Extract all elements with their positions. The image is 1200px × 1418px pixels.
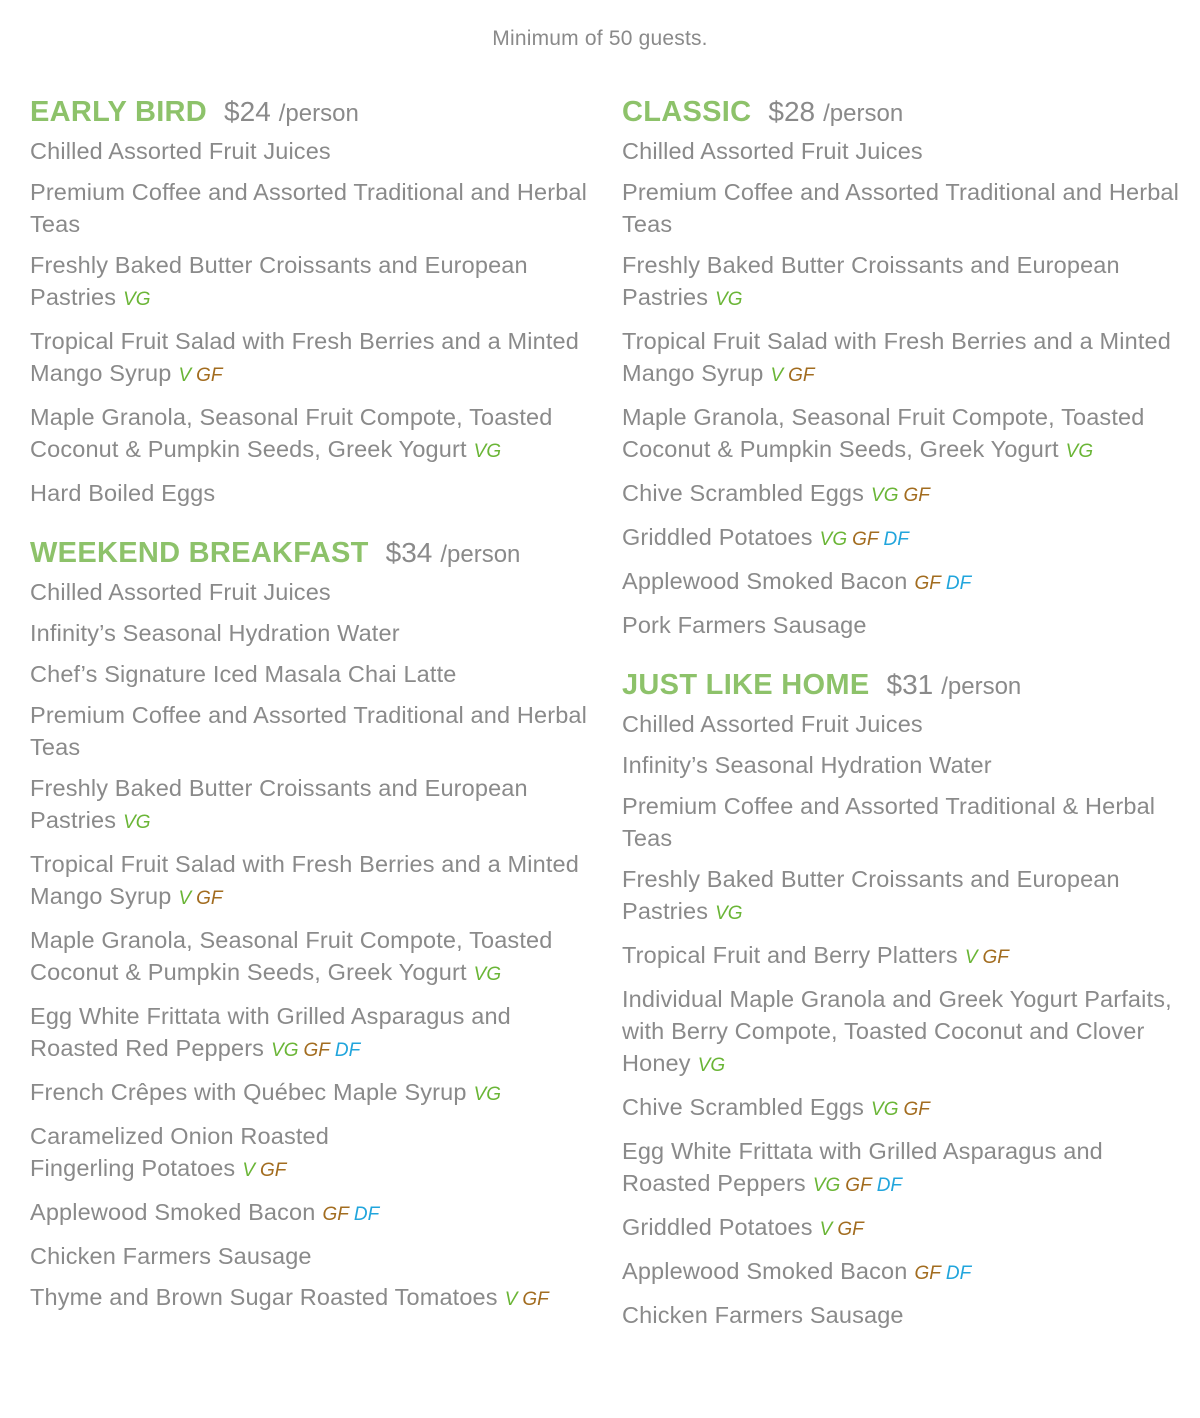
- menu-item: [30, 699, 590, 763]
- menu-item-text: Premium Coffee and Assorted Traditional & Herbal Teas: [622, 793, 1156, 851]
- menu-item-text: Griddled Potatoes: [622, 1214, 813, 1240]
- dietary-tag-v: V: [819, 1219, 833, 1240]
- dietary-tag-gf: GF: [982, 947, 1009, 968]
- menu-item-text: Individual Maple Granola and Greek Yogurt Parfaits, with Berry Compote, Toasted Coconut and Clover Honey: [622, 986, 1172, 1076]
- menu-item: [30, 1000, 590, 1067]
- dietary-tag-gf: GF: [322, 1204, 349, 1225]
- menu-item: [30, 848, 590, 915]
- dietary-tag-df: DF: [945, 1263, 972, 1284]
- menu-item-text: Pork Farmers Sausage: [622, 612, 867, 638]
- dietary-tag-vg: VG: [271, 1040, 299, 1061]
- menu-item-text: Freshly Baked Butter Croissants and European Pastries: [622, 866, 1120, 924]
- menu-per-person: /person: [440, 541, 521, 568]
- menu-item-text: Tropical Fruit and Berry Platters: [622, 942, 958, 968]
- menu-item-text: Hard Boiled Eggs: [30, 480, 216, 506]
- menu-item-text: Infinity’s Seasonal Hydration Water: [622, 752, 992, 778]
- menu-item-text: French Crêpes with Québec Maple Syrup: [30, 1079, 467, 1105]
- menu-item: [622, 325, 1182, 392]
- menu-item-text: Griddled Potatoes: [622, 524, 813, 550]
- menu-per-person: /person: [823, 100, 904, 127]
- menu-heading: [30, 537, 590, 570]
- menu-heading: [622, 96, 1182, 129]
- menu-column-left: [30, 96, 590, 1344]
- menu-just-like-home: [622, 669, 1182, 1331]
- menu-item-text: Freshly Baked Butter Croissants and European Pastries: [30, 252, 528, 310]
- dietary-tag-gf: GF: [852, 529, 879, 550]
- menu-item-text: Chilled Assorted Fruit Juices: [30, 138, 331, 164]
- dietary-tag-df: DF: [945, 573, 972, 594]
- menu-heading: [622, 669, 1182, 702]
- menu-item: [622, 1091, 1182, 1126]
- menu-column-right: [622, 96, 1182, 1359]
- menu-heading: [30, 96, 590, 129]
- menu-item: [622, 1211, 1182, 1246]
- menu-item: [30, 576, 590, 608]
- menu-item-text: Premium Coffee and Assorted Traditional and Herbal Teas: [30, 179, 588, 237]
- menu-item-text: Freshly Baked Butter Croissants and European Pastries: [622, 252, 1120, 310]
- dietary-tag-gf: GF: [303, 1040, 330, 1061]
- menu-item: [622, 790, 1182, 854]
- menu-item-text: Premium Coffee and Assorted Traditional and Herbal Teas: [622, 179, 1180, 237]
- menu-item-text: Chilled Assorted Fruit Juices: [622, 711, 923, 737]
- menu-item-text: Freshly Baked Butter Croissants and European Pastries: [30, 775, 528, 833]
- dietary-tag-gf: GF: [903, 1099, 930, 1120]
- dietary-tag-vg: VG: [871, 485, 899, 506]
- dietary-tag-gf: GF: [903, 485, 930, 506]
- menu-item-text: Chive Scrambled Eggs: [622, 480, 865, 506]
- dietary-tag-vg: VG: [123, 289, 151, 310]
- menu-title: EARLY BIRD: [30, 96, 208, 128]
- dietary-tag-gf: GF: [196, 888, 223, 909]
- menu-item-text: Applewood Smoked Bacon: [622, 1258, 908, 1284]
- menu-item: [622, 135, 1182, 167]
- dietary-tag-vg: VG: [473, 1084, 502, 1105]
- menu-title: JUST LIKE HOME: [622, 669, 870, 701]
- menu-item-text: Thyme and Brown Sugar Roasted Tomatoes: [30, 1284, 498, 1310]
- menu-item-text: Chilled Assorted Fruit Juices: [622, 138, 923, 164]
- menu-item: [30, 1120, 590, 1187]
- menu-item: [622, 521, 1182, 556]
- menu-price: $31: [886, 669, 934, 700]
- menu-price: $34: [385, 537, 433, 568]
- dietary-tag-vg: VG: [697, 1055, 726, 1076]
- menu-classic: [622, 96, 1182, 641]
- menu-item: [622, 708, 1182, 740]
- menu-per-person: /person: [941, 673, 1022, 700]
- dietary-tag-vg: VG: [473, 964, 502, 985]
- menu-item-list: [622, 708, 1182, 1331]
- menu-item: [622, 749, 1182, 781]
- menu-item-text: Chicken Farmers Sausage: [622, 1302, 904, 1328]
- menu-item: [30, 401, 590, 468]
- menu-item: [30, 249, 590, 316]
- menu-item: [30, 135, 590, 167]
- menu-item: [622, 477, 1182, 512]
- menu-item: [622, 939, 1182, 974]
- dietary-tag-gf: GF: [837, 1219, 864, 1240]
- dietary-tag-gf: GF: [788, 365, 815, 386]
- menu-item: [30, 477, 590, 509]
- menu-item: [30, 1281, 590, 1316]
- menu-item-list: [622, 135, 1182, 641]
- menu-item-text: Applewood Smoked Bacon: [30, 1199, 316, 1225]
- dietary-tag-v: V: [770, 365, 784, 386]
- dietary-tag-vg: VG: [812, 1175, 841, 1196]
- menu-item-text: Infinity’s Seasonal Hydration Water: [30, 620, 400, 646]
- menu-item-text: Maple Granola, Seasonal Fruit Compote, Toasted Coconut & Pumpkin Seeds, Greek Yogurt: [622, 404, 1145, 462]
- menu-item: [622, 863, 1182, 930]
- dietary-tag-vg: VG: [871, 1099, 899, 1120]
- dietary-tag-gf: GF: [845, 1175, 872, 1196]
- menu-item-text: Chef’s Signature Iced Masala Chai Latte: [30, 661, 457, 687]
- dietary-tag-vg: VG: [473, 441, 502, 462]
- menu-item: [30, 1076, 590, 1111]
- menu-item-text: Tropical Fruit Salad with Fresh Berries and a Minted Mango Syrup: [622, 328, 1171, 386]
- menu-item-text: Applewood Smoked Bacon: [622, 568, 908, 594]
- dietary-tag-gf: GF: [914, 1263, 941, 1284]
- menu-item-text: Premium Coffee and Assorted Traditional and Herbal Teas: [30, 702, 588, 760]
- menu-title: WEEKEND BREAKFAST: [30, 537, 369, 569]
- dietary-tag-vg: VG: [715, 289, 743, 310]
- menu-item-text: Tropical Fruit Salad with Fresh Berries and a Minted Mango Syrup: [30, 851, 579, 909]
- menu-item-text: Tropical Fruit Salad with Fresh Berries and a Minted Mango Syrup: [30, 328, 579, 386]
- dietary-tag-vg: VG: [123, 812, 151, 833]
- menu-item: [622, 1135, 1182, 1202]
- menu-item: [622, 609, 1182, 641]
- menu-per-person: /person: [278, 100, 359, 127]
- menu-item: [30, 617, 590, 649]
- menu-item: [622, 249, 1182, 316]
- minimum-guests-note: Minimum of 50 guests.: [492, 27, 708, 50]
- menu-item: [30, 325, 590, 392]
- menu-item: [622, 1299, 1182, 1331]
- menu-item: [30, 772, 590, 839]
- menu-weekend-breakfast: [30, 537, 590, 1316]
- menu-item-text: Egg White Frittata with Grilled Asparagus and Roasted Red Peppers: [30, 1003, 511, 1061]
- dietary-tag-df: DF: [876, 1175, 903, 1196]
- menu-item: [622, 1255, 1182, 1290]
- menu-early-bird: [30, 96, 590, 509]
- menu-item: [622, 983, 1182, 1082]
- menu-item-text: Caramelized Onion Roasted Fingerling Potatoes: [30, 1123, 329, 1181]
- dietary-tag-gf: GF: [196, 365, 223, 386]
- menu-item: [30, 1240, 590, 1272]
- menu-item: [622, 565, 1182, 600]
- menu-item-text: Egg White Frittata with Grilled Asparagus and Roasted Peppers: [622, 1138, 1103, 1196]
- dietary-tag-vg: VG: [715, 903, 743, 924]
- dietary-tag-v: V: [178, 365, 192, 386]
- menu-item-text: Maple Granola, Seasonal Fruit Compote, Toasted Coconut & Pumpkin Seeds, Greek Yogurt: [30, 404, 553, 462]
- dietary-tag-vg: VG: [1065, 441, 1094, 462]
- menu-item-text: Chive Scrambled Eggs: [622, 1094, 865, 1120]
- menu-title: CLASSIC: [622, 96, 752, 128]
- dietary-tag-v: V: [504, 1289, 518, 1310]
- dietary-tag-df: DF: [353, 1204, 380, 1225]
- menu-price: $28: [768, 96, 816, 127]
- menu-item: [622, 176, 1182, 240]
- menu-item: [30, 924, 590, 991]
- menu-item: [622, 401, 1182, 468]
- menu-item-text: Chicken Farmers Sausage: [30, 1243, 312, 1269]
- dietary-tag-df: DF: [334, 1040, 361, 1061]
- dietary-tag-v: V: [242, 1160, 256, 1181]
- menu-item: [30, 658, 590, 690]
- menu-item: [30, 1196, 590, 1231]
- menu-item-list: [30, 135, 590, 509]
- dietary-tag-vg: VG: [819, 529, 848, 550]
- menu-item-list: [30, 576, 590, 1316]
- menu-item-text: Maple Granola, Seasonal Fruit Compote, Toasted Coconut & Pumpkin Seeds, Greek Yogurt: [30, 927, 553, 985]
- dietary-tag-gf: GF: [522, 1289, 549, 1310]
- menu-item-text: Chilled Assorted Fruit Juices: [30, 579, 331, 605]
- dietary-tag-v: V: [964, 947, 978, 968]
- menu-price: $24: [224, 96, 271, 127]
- dietary-tag-gf: GF: [914, 573, 941, 594]
- dietary-tag-v: V: [178, 888, 192, 909]
- dietary-tag-df: DF: [883, 529, 909, 550]
- menu-item: [30, 176, 590, 240]
- dietary-tag-gf: GF: [260, 1160, 287, 1181]
